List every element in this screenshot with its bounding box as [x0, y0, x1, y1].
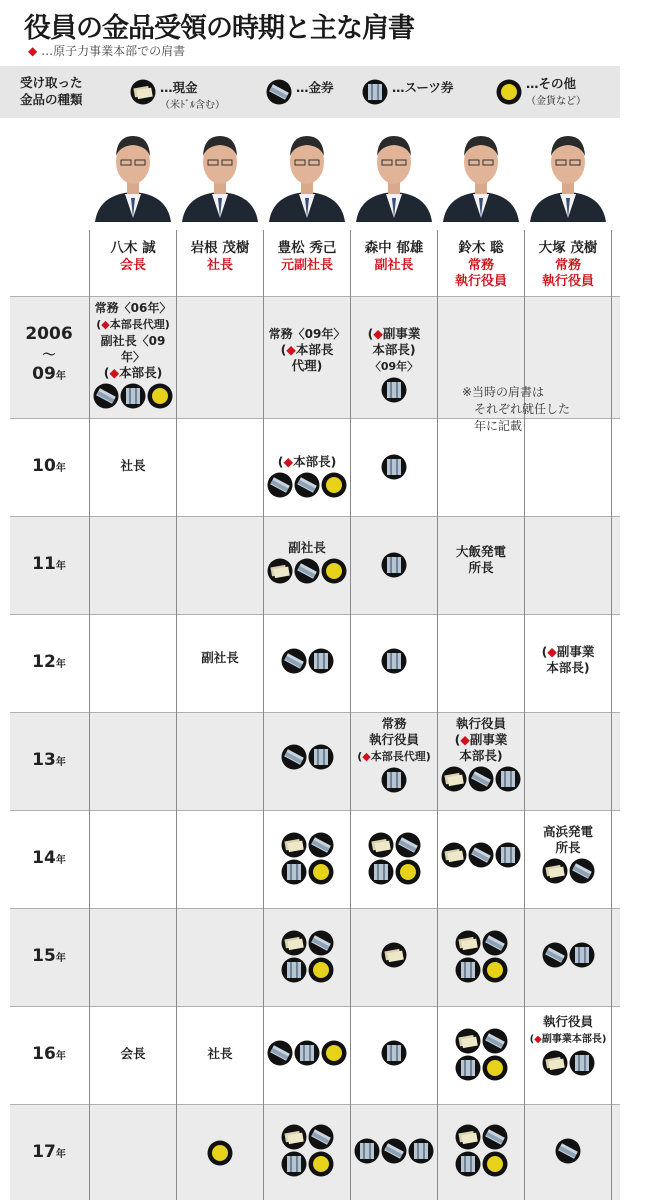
suit-icon — [455, 1151, 481, 1177]
person-header-1 — [177, 228, 263, 274]
cash-icon — [542, 858, 568, 884]
other-icon — [321, 1040, 347, 1066]
year-label: 13年 — [32, 750, 66, 770]
person-header-5 — [525, 228, 611, 290]
other-icon — [308, 859, 334, 885]
row-divider — [10, 614, 620, 615]
person-title: 副社長 — [374, 258, 414, 273]
column-divider — [611, 230, 612, 1200]
ticket-icon — [542, 942, 568, 968]
legend-cash-label: …現金 — [160, 80, 198, 95]
suit-icon — [381, 377, 407, 403]
cell-r6-c3 — [351, 940, 437, 968]
cell-r8-c4 — [438, 1122, 524, 1177]
person-name: 八木 誠 — [110, 240, 156, 256]
cell-r3-c3 — [351, 646, 437, 674]
cell-r7-c4 — [438, 1026, 524, 1081]
row-divider — [10, 810, 620, 811]
person-header-0 — [90, 228, 176, 274]
year-label: 12年 — [32, 652, 66, 672]
portrait-row — [90, 118, 620, 226]
cell-r8-c3 — [351, 1136, 437, 1164]
ticket-icon — [482, 1124, 508, 1150]
other-icon — [321, 472, 347, 498]
year-label: 2006 ～ 09年 — [25, 324, 73, 384]
cash-icon — [381, 942, 407, 968]
cash-icon — [267, 558, 293, 584]
suit-icon — [495, 842, 521, 868]
person-name: 森中 郁雄 — [364, 240, 424, 256]
year-label: 14年 — [32, 848, 66, 868]
suit-icon — [308, 744, 334, 770]
ticket-icon — [569, 858, 595, 884]
subtitle-note — [28, 42, 185, 59]
cell-r5-c4 — [438, 840, 524, 868]
legend-heading — [20, 74, 83, 108]
ticket-icon — [294, 558, 320, 584]
portrait-0 — [91, 122, 175, 222]
suit-icon — [381, 648, 407, 674]
suit-icon — [120, 383, 146, 409]
suit-icon — [455, 957, 481, 983]
person-title: 常務 執行役員 — [541, 258, 594, 289]
cash-icon — [281, 1124, 307, 1150]
footnote: ※当時の肩書は それぞれ就任した 年に記載 — [462, 385, 571, 433]
person-name: 豊松 秀己 — [277, 240, 337, 256]
cell-r7-c0: 会長 — [120, 1046, 146, 1061]
other-icon — [147, 383, 173, 409]
cell-r7-c1: 社長 — [207, 1046, 233, 1061]
person-header-4 — [438, 228, 524, 290]
cell-r8-c2 — [264, 1122, 350, 1177]
cell-r3-c2 — [264, 646, 350, 674]
cell-r3-c5: (◆副事業 本部長) — [541, 644, 595, 675]
person-title: 常務 執行役員 — [454, 258, 507, 289]
other-icon — [395, 859, 421, 885]
other-icon — [321, 558, 347, 584]
ticket-icon — [267, 472, 293, 498]
suit-icon — [408, 1138, 434, 1164]
other-icon — [308, 1151, 334, 1177]
cell-r4-c2 — [264, 742, 350, 770]
other-icon — [482, 1151, 508, 1177]
cell-r1-c2: (◆本部長) — [264, 454, 350, 498]
legend-heading-line2: 金品の種類 — [20, 92, 83, 107]
ticket-icon — [308, 1124, 334, 1150]
cash-icon — [281, 832, 307, 858]
cell-r7-c5: 執行役員 (◆副事業本部長) — [525, 1014, 611, 1076]
row-divider — [10, 1006, 620, 1007]
person-name: 鈴木 聡 — [458, 240, 504, 256]
ticket-icon — [266, 79, 292, 105]
legend-other — [526, 74, 586, 107]
portrait-4 — [439, 122, 523, 222]
suit-icon — [354, 1138, 380, 1164]
suit-icon — [281, 1151, 307, 1177]
portrait-1 — [178, 122, 262, 222]
other-gold-coin-icon — [496, 79, 522, 105]
cell-r2-c4: 大飯発電 所長 — [455, 544, 506, 575]
legend-suit: …スーツ券 — [392, 80, 454, 95]
ticket-icon — [281, 744, 307, 770]
suit-icon — [281, 957, 307, 983]
person-header-3 — [351, 228, 437, 274]
ticket-icon — [308, 930, 334, 956]
cash-icon — [130, 79, 156, 105]
ticket-icon — [294, 472, 320, 498]
cash-icon — [368, 832, 394, 858]
cell-r7-c2 — [264, 1038, 350, 1066]
other-icon — [308, 957, 334, 983]
suit-icon — [381, 767, 407, 793]
ticket-icon — [281, 648, 307, 674]
ticket-icon — [308, 832, 334, 858]
cell-r5-c5: 高浜発電 所長 — [525, 824, 611, 884]
cell-r4-c3: 常務 執行役員 (◆本部長代理) — [351, 716, 437, 793]
row-divider — [10, 1104, 620, 1105]
suit-icon — [281, 859, 307, 885]
other-icon — [207, 1140, 233, 1166]
cash-icon — [441, 766, 467, 792]
suit-icon — [569, 942, 595, 968]
suit-icon — [381, 552, 407, 578]
cell-r1-c3 — [351, 452, 437, 480]
cell-r2-c3 — [351, 550, 437, 578]
cell-r5-c3 — [351, 830, 437, 885]
other-icon — [482, 1055, 508, 1081]
cash-icon — [542, 1050, 568, 1076]
person-header-2 — [264, 228, 350, 274]
portrait-5 — [526, 122, 610, 222]
ticket-icon — [482, 1028, 508, 1054]
person-title: 元副社長 — [280, 258, 333, 273]
cash-icon — [441, 842, 467, 868]
legend-other-sub: （金貨など） — [526, 96, 586, 107]
year-label: 10年 — [32, 456, 66, 476]
suit-icon — [294, 1040, 320, 1066]
ticket-icon — [468, 842, 494, 868]
year-label: 16年 — [32, 1044, 66, 1064]
cell-r2-c2: 副社長 — [264, 540, 350, 584]
person-name: 大塚 茂樹 — [538, 240, 598, 256]
cell-r1-c0: 社長 — [120, 458, 146, 473]
person-title: 会長 — [119, 258, 146, 273]
cash-icon — [281, 930, 307, 956]
cell-r8-c5 — [525, 1136, 611, 1164]
cell-r0-c2: 常務〈09年〉 (◆本部長 代理) — [268, 327, 346, 373]
cash-icon — [455, 1124, 481, 1150]
ticket-icon — [93, 383, 119, 409]
suit-icon — [368, 859, 394, 885]
ticket-icon — [468, 766, 494, 792]
cell-r6-c4 — [438, 928, 524, 983]
row-divider — [10, 296, 620, 297]
cell-r6-c2 — [264, 928, 350, 983]
legend-heading-line1: 受け取った — [20, 75, 83, 90]
cash-icon — [455, 1028, 481, 1054]
year-label: 11年 — [32, 554, 66, 574]
cell-r3-c1: 副社長 — [201, 650, 239, 665]
subtitle-text: …原子力事業本部での肩書 — [41, 44, 186, 58]
ticket-icon — [555, 1138, 581, 1164]
portrait-3 — [352, 122, 436, 222]
ticket-icon — [267, 1040, 293, 1066]
row-divider — [10, 516, 620, 517]
cell-r8-c1 — [177, 1138, 263, 1166]
cash-icon — [455, 930, 481, 956]
year-label: 15年 — [32, 946, 66, 966]
row-divider — [10, 908, 620, 909]
cell-r6-c5 — [525, 940, 611, 968]
diamond-marker-icon: ◆ — [28, 44, 38, 58]
ticket-icon — [395, 832, 421, 858]
legend-cash — [160, 78, 225, 111]
legend-cash-sub: （米ﾄﾞﾙ含む） — [160, 100, 225, 111]
legend — [0, 66, 620, 118]
portrait-2 — [265, 122, 349, 222]
cell-r7-c3 — [351, 1038, 437, 1066]
suit-icon — [455, 1055, 481, 1081]
name-row — [90, 228, 620, 294]
cell-r0-c0: 常務〈06年〉 (◆本部長代理) 副社長〈09年〉 (◆本部長) — [90, 300, 176, 409]
page-title: 役員の金品受領の時期と主な肩書 — [24, 13, 414, 44]
cell-r0-c3: (◆副事業 本部長) 〈09年〉 — [351, 326, 437, 403]
year-label: 17年 — [32, 1142, 66, 1162]
suit-icon — [381, 454, 407, 480]
cell-r5-c2 — [264, 830, 350, 885]
legend-other-label: …その他 — [526, 76, 577, 91]
other-icon — [482, 957, 508, 983]
ticket-icon — [482, 930, 508, 956]
ticket-icon — [381, 1138, 407, 1164]
person-name: 岩根 茂樹 — [190, 240, 250, 256]
suit-icon — [495, 766, 521, 792]
suit-icon — [381, 1040, 407, 1066]
suit-ticket-icon — [362, 79, 388, 105]
legend-ticket: …金券 — [296, 80, 334, 95]
row-divider — [10, 712, 620, 713]
person-title: 社長 — [206, 258, 233, 273]
suit-icon — [308, 648, 334, 674]
suit-icon — [569, 1050, 595, 1076]
cell-r4-c4: 執行役員 (◆副事業 本部長) — [438, 716, 524, 792]
